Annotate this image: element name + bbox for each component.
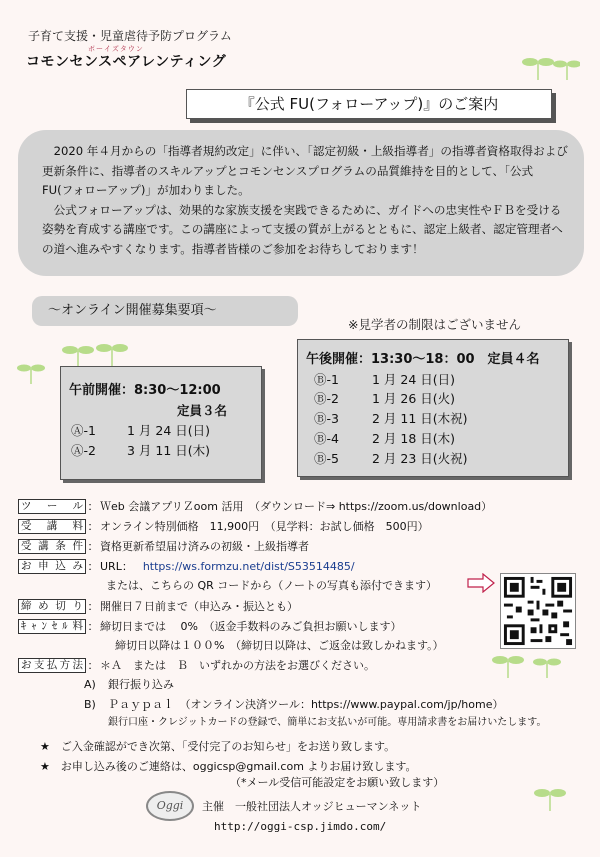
payment-option-b-text: Ｐａｙｐａｌ （オンライン決済ツール：https://www.paypal.com/jp/home） [108,698,504,711]
apply-alt: または、こちらの QR コードから（ノートの写真も添付できます） [106,579,437,592]
deadline-label: 締め切り [18,599,86,614]
payment-value: ＊Ａ または Ｂ いずれかの方法をお選びください。 [100,659,375,672]
deadline-row [18,598,298,614]
session-date: 2 月 23 日(火祝) [372,450,468,466]
payment-option-key: A) [84,677,96,691]
cancel-row [18,618,401,634]
intro-paragraph-1: 2020 年４月からの「指導者規約改定」に伴い、「認定初級・上級指導者」の指導者資格取得および更新条件に、指導者のスキルアップとコモンセンスプログラムの品質維持を目的として、「公式 FU(フォローアップ)」が加わりました。 [42,144,568,197]
sprout-icon [520,52,580,82]
brand-name: コモンセンスペアレンティング [26,54,227,70]
qr-code-icon[interactable] [500,573,576,649]
intro-paragraph-2: 公式フォローアップは、効果的な家族支援を実践できるために、ガイドへの忠実性やＦＢを受ける姿勢を育成する講座です。この講座によって支援の質が上がるとともに、認定上級者、認定管理者への道へ進みやすくなります。指導者皆様のご参加をお待ちしております！ [42,202,563,256]
payment-note: 銀行口座・クレジットカードの登録で、簡単にお支払いが可能。専用請求書をお届けいたします。 [108,717,547,728]
payment-note-row [108,713,546,728]
notice-2: ★ お申し込み後のご連絡は、oggicsp@gmail.com よりお届け致します。 [40,760,417,773]
notice-note: （*メール受信可能設定をお願い致します） [230,776,445,789]
payment-option-a-text: 銀行振り込み [108,678,174,691]
payment-option-key: B) [84,697,96,711]
session-date: 2 月 18 日(木) [372,430,456,446]
colon: ： [87,500,99,513]
apply-prefix: URL： [100,560,133,573]
payment-option-b [84,696,504,712]
colon: ： [87,600,99,613]
session-row [306,429,568,449]
session-row [306,409,568,429]
organizer: 主催 一般社団法人オッジヒューマンネット [202,800,422,813]
payment-option-a [84,676,174,692]
footer-url-link[interactable]: http://oggi-csp.jimdo.com/ [214,820,387,833]
condition-row [18,538,309,554]
apply-label: お申込み [18,559,86,574]
pm-session-box [297,339,569,477]
session-code: Ⓑ-4 [314,430,339,446]
notice-row-1 [40,738,395,754]
notice-row-2 [40,758,417,774]
online-heading: ～オンライン開催募集要項～ [32,296,298,326]
colon: ： [87,560,99,573]
cancel-line-1: 締切日までは 0% （返金手数料のみご負担お願いします） [100,620,402,633]
page-title: 『公式 FU(フォローアップ)』のご案内 [186,89,552,119]
brand-ruby: ボーイズタウン [88,45,144,53]
apply-url-link[interactable]: https://ws.formzu.net/dist/S53514485/ [142,559,355,573]
am-session-box [60,366,262,480]
session-date: 3 月 11 日(木) [127,443,211,458]
colon: ： [87,620,99,633]
session-code: Ⓐ-1 [71,423,96,438]
session-code: Ⓑ-1 [314,371,339,387]
session-row [69,441,261,461]
observer-note: ※見学者の制限はございません [348,317,521,332]
payment-label: お支払方法 [18,658,86,673]
am-heading: 午前開催：8:30～12:00 [69,383,221,398]
apply-row [18,558,355,574]
notice-1: ★ ご入金確認ができ次第、「受付完了のお知らせ」をお送り致します。 [40,740,396,753]
deadline-value: 開催日７日前まで（申込み・振込とも） [100,600,298,613]
session-row [306,370,568,390]
pm-heading: 午後開催：13:30～18：00 定員４名 [306,352,540,367]
session-code: Ⓑ-2 [314,391,339,407]
session-date: 1 月 24 日(日) [127,423,211,438]
cancel-row-2 [115,637,444,653]
colon: ： [87,659,99,672]
session-code: Ⓑ-3 [314,411,339,427]
sprout-icon [530,783,580,813]
tool-label: ツール [18,499,86,514]
am-capacity: 定員３名 [177,403,228,418]
session-code: Ⓑ-5 [314,450,339,466]
arrow-right-icon [467,573,495,593]
payment-row [18,657,375,673]
fee-row [18,518,429,534]
condition-label: 受講条件 [18,539,86,554]
sprout-icon [490,650,570,680]
colon: ： [87,540,99,553]
colon: ： [87,520,99,533]
fee-value: オンライン特別価格 11,900円 （見学料：お試し価格 500円） [100,520,429,533]
session-row [69,421,261,441]
program-subtitle: 子育て支援・児童虐待予防プログラム [28,29,232,43]
session-date: 1 月 24 日(日) [372,371,456,387]
oggi-logo: Oggi [146,791,194,821]
sprout-icon [14,358,54,384]
cancel-label: ｷｬﾝｾﾙ料 [18,619,86,634]
session-date: 2 月 11 日(木祝) [372,411,468,427]
condition-value: 資格更新希望届け済みの初級・上級指導者 [100,540,309,553]
session-code: Ⓐ-2 [71,443,96,458]
session-date: 1 月 26 日(火) [372,391,456,407]
apply-alt-row [106,577,437,593]
notice-note-row [230,774,444,790]
fee-label: 受講料 [18,519,86,534]
tool-row [18,498,492,514]
tool-value: Ｗeb 会議アプリＺoom 活用 （ダウンロード⇒ https://zoom.us/download） [100,500,493,513]
session-row [306,389,568,409]
intro-panel [18,130,584,276]
session-row [306,449,568,469]
cancel-line-2: 締切日以降は１００% （締切日以降は、ご返金は致しかねます。） [115,639,444,652]
